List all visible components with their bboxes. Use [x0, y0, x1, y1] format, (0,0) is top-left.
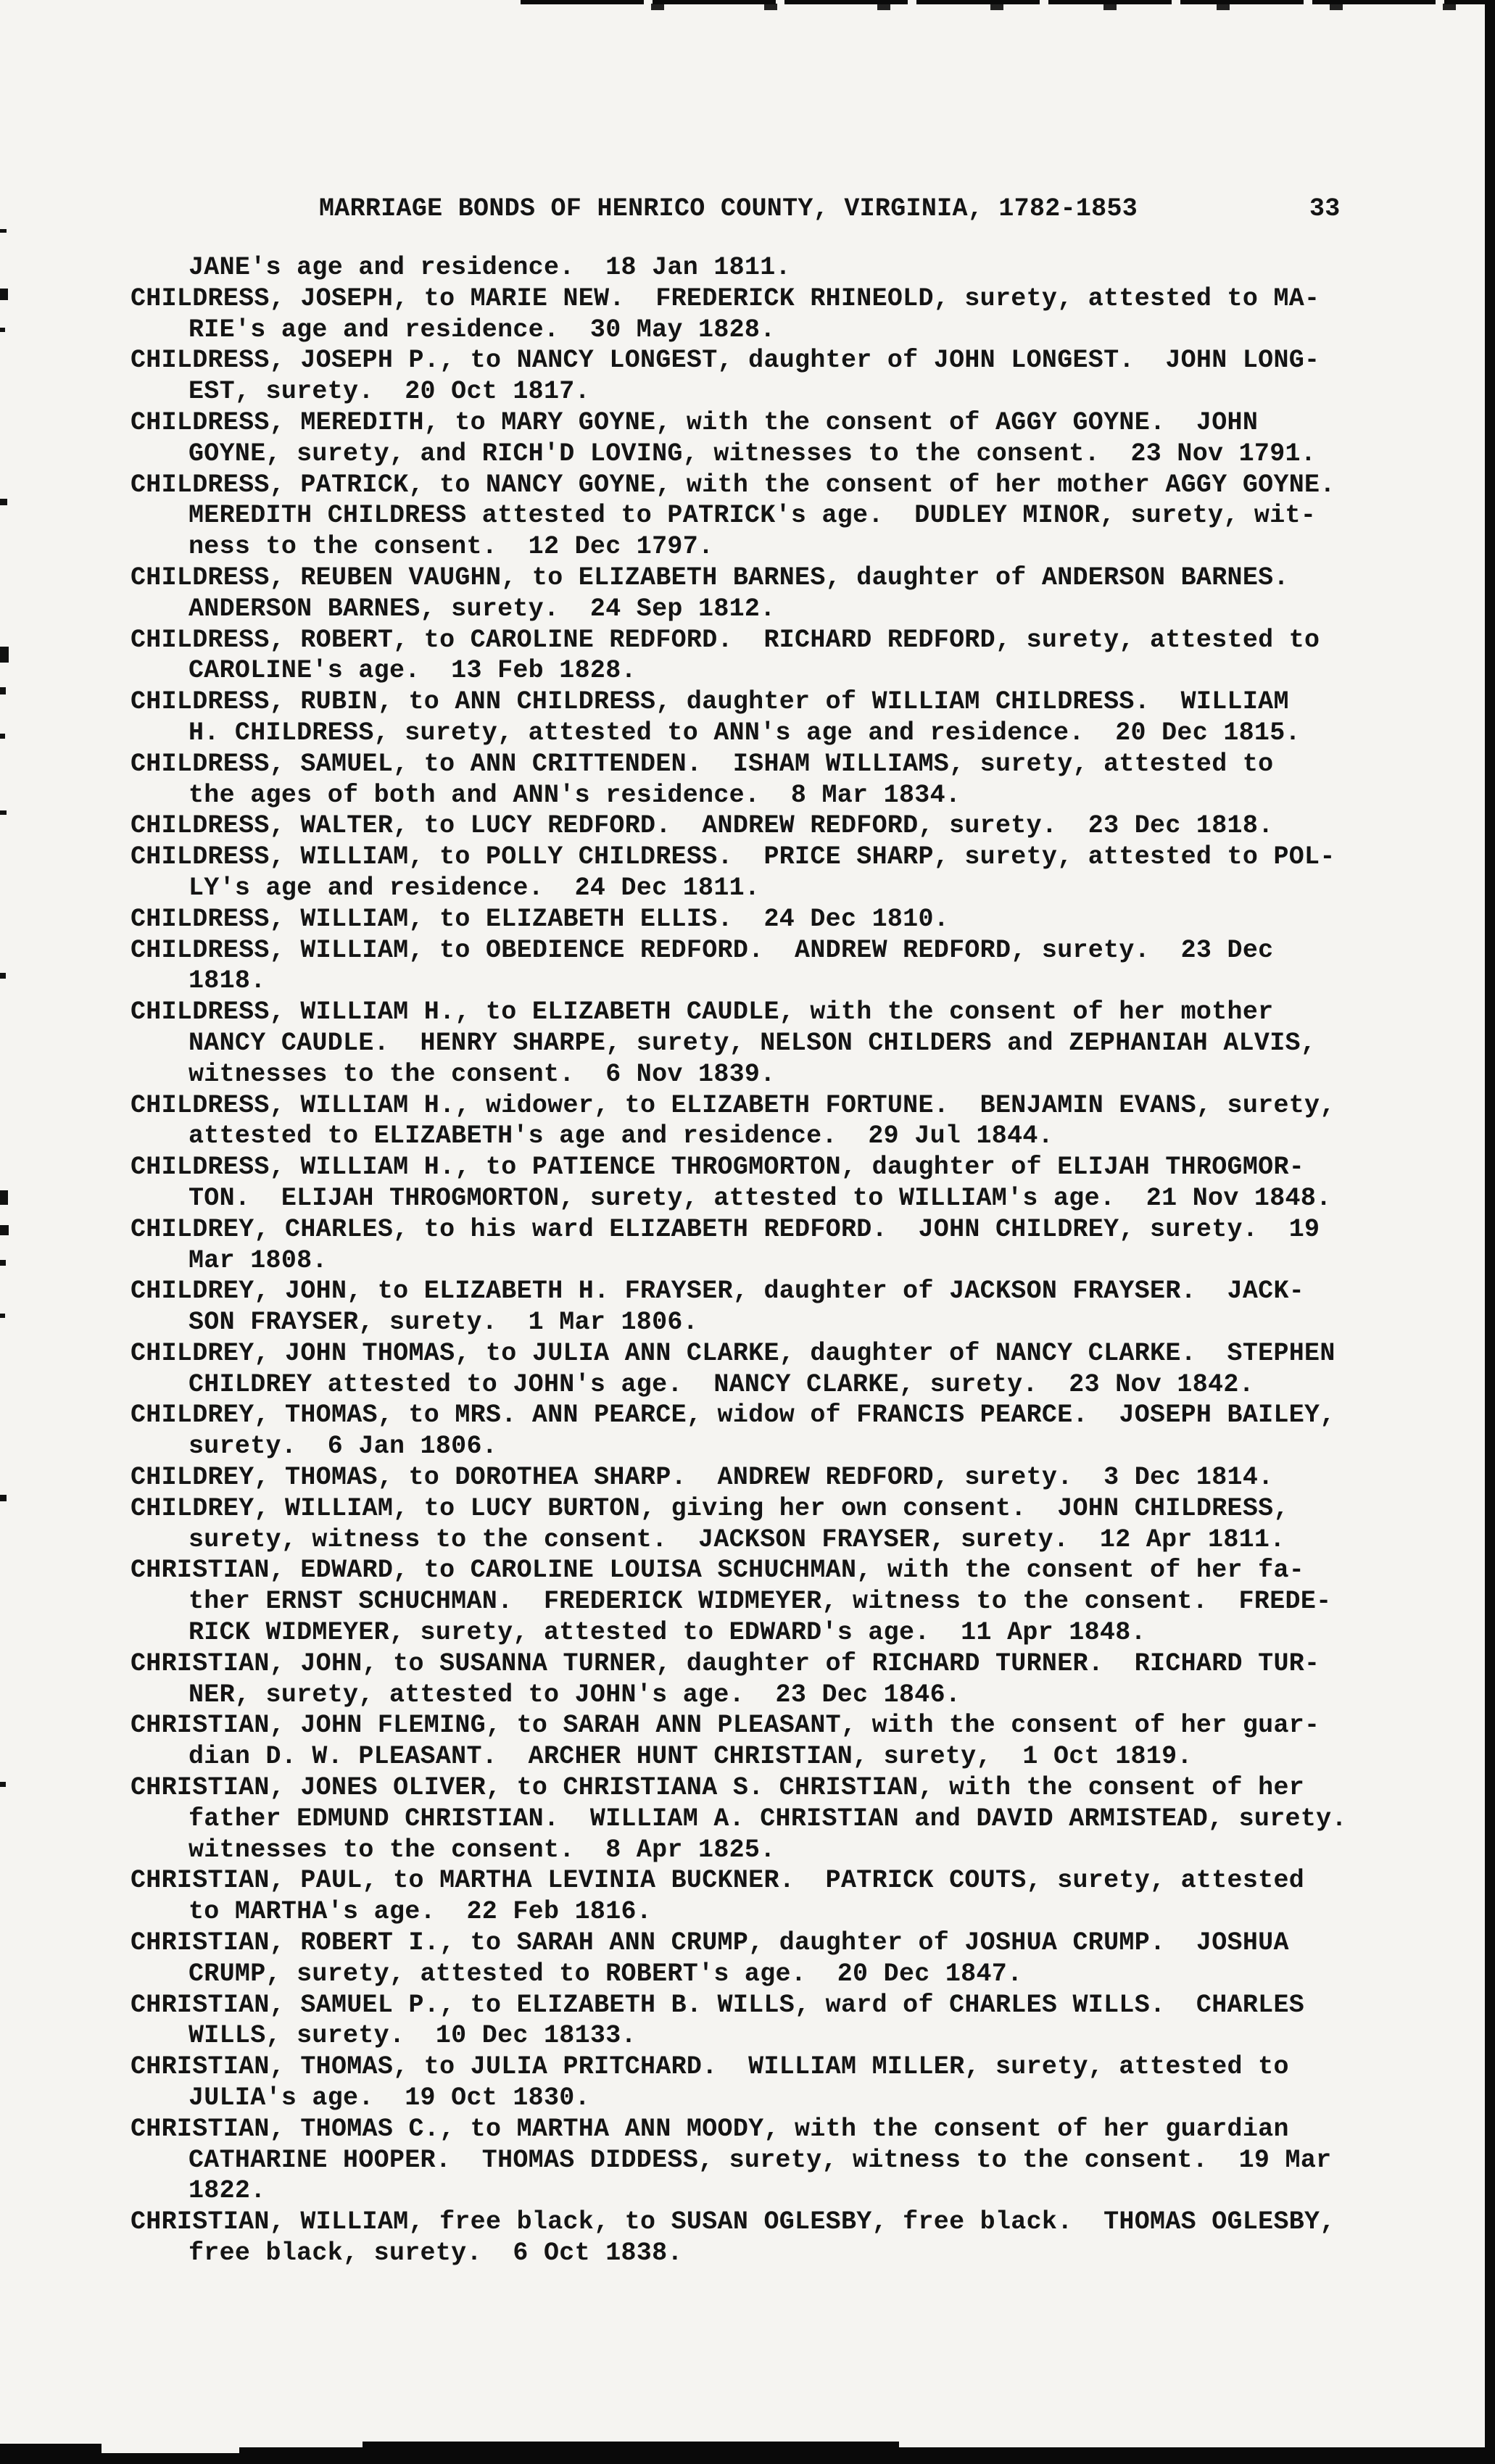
document-line: CHILDRESS, WILLIAM H., to ELIZABETH CAUDLE, with the consent of her mother: [131, 997, 1274, 1027]
scan-mark: [0, 1190, 8, 1205]
document-body: [131, 252, 1378, 2269]
document-line: CRUMP, surety, attested to ROBERT's age. 20 Dec 1847.: [189, 1959, 1023, 1988]
document-line: EST, surety. 20 Oct 1817.: [189, 377, 590, 407]
document-line: CHILDRESS, REUBEN VAUGHN, to ELIZABETH BARNES, daughter of ANDERSON BARNES.: [131, 563, 1289, 592]
document-line: GOYNE, surety, and RICH'D LOVING, witnesses to the consent. 23 Nov 1791.: [189, 439, 1317, 468]
document-line: father EDMUND CHRISTIAN. WILLIAM A. CHRISTIAN and DAVID ARMISTEAD, surety.: [189, 1804, 1347, 1833]
document-line: ness to the consent. 12 Dec 1797.: [189, 532, 714, 562]
document-line: CHRISTIAN, WILLIAM, free black, to SUSAN OGLESBY, free black. THOMAS OGLESBY,: [131, 2207, 1335, 2237]
document-line: CHILDRESS, JOSEPH, to MARIE NEW. FREDERICK RHINEOLD, surety, attested to MA-: [131, 283, 1320, 313]
document-line: CHILDREY, THOMAS, to MRS. ANN PEARCE, widow of FRANCIS PEARCE. JOSEPH BAILEY,: [131, 1401, 1335, 1430]
document-line: CHILDRESS, JOSEPH P., to NANCY LONGEST, daughter of JOHN LONGEST. JOHN LONG-: [131, 346, 1320, 376]
scan-mark: [0, 1225, 9, 1235]
document-line: CHRISTIAN, THOMAS C., to MARTHA ANN MOODY, with the consent of her guardian: [131, 2114, 1289, 2144]
document-line: CHRISTIAN, JOHN, to SUSANNA TURNER, daughter of RICHARD TURNER. RICHARD TUR-: [131, 1648, 1320, 1678]
document-line: CHRISTIAN, JOHN FLEMING, to SARAH ANN PLEASANT, with the consent of her guar-: [131, 1711, 1320, 1741]
document-line: CHILDREY, THOMAS, to DOROTHEA SHARP. ANDREW REDFORD, surety. 3 Dec 1814.: [131, 1463, 1274, 1493]
scan-mark: [0, 973, 6, 979]
document-line: RICK WIDMEYER, surety, attested to EDWARD's age. 11 Apr 1848.: [189, 1618, 1146, 1648]
scan-mark: [0, 810, 7, 815]
document-line: dian D. W. PLEASANT. ARCHER HUNT CHRISTIAN, surety, 1 Oct 1819.: [189, 1742, 1193, 1772]
document-line: CHRISTIAN, ROBERT I., to SARAH ANN CRUMP, daughter of JOSHUA CRUMP. JOSHUA: [131, 1928, 1289, 1958]
document-line: CHILDREY, CHARLES, to his ward ELIZABETH REDFORD. JOHN CHILDREY, surety. 19: [131, 1214, 1320, 1244]
document-line: attested to ELIZABETH's age and residence. 29 Jul 1844.: [189, 1121, 1053, 1151]
document-line: to MARTHA's age. 22 Feb 1816.: [189, 1897, 653, 1927]
document-line: CHILDRESS, WALTER, to LUCY REDFORD. ANDREW REDFORD, surety. 23 Dec 1818.: [131, 811, 1274, 841]
document-line: CHILDRESS, MEREDITH, to MARY GOYNE, with the consent of AGGY GOYNE. JOHN: [131, 407, 1259, 437]
scan-mark: [0, 687, 6, 694]
document-line: CHILDRESS, RUBIN, to ANN CHILDRESS, daughter of WILLIAM CHILDRESS. WILLIAM: [131, 687, 1289, 717]
document-line: NER, surety, attested to JOHN's age. 23 Dec 1846.: [189, 1680, 961, 1709]
document-line: the ages of both and ANN's residence. 8 Mar 1834.: [189, 780, 961, 810]
document-line: CHRISTIAN, SAMUEL P., to ELIZABETH B. WILLS, ward of CHARLES WILLS. CHARLES: [131, 1990, 1305, 2020]
document-line: CHILDREY, JOHN, to ELIZABETH H. FRAYSER, daughter of JACKSON FRAYSER. JACK-: [131, 1277, 1305, 1306]
document-line: ANDERSON BARNES, surety. 24 Sep 1812.: [189, 594, 776, 623]
document-line: CHRISTIAN, EDWARD, to CAROLINE LOUISA SCHUCHMAN, with the consent of her fa-: [131, 1556, 1305, 1585]
document-line: CHILDREY attested to JOHN's age. NANCY CLARKE, surety. 23 Nov 1842.: [189, 1369, 1254, 1399]
document-line: JULIA's age. 19 Oct 1830.: [189, 2083, 590, 2113]
document-line: CHILDRESS, WILLIAM H., to PATIENCE THROGMORTON, daughter of ELIJAH THROGMOR-: [131, 1153, 1305, 1182]
page-number: 33: [1309, 194, 1341, 223]
scan-mark: [0, 328, 5, 332]
scan-mark: [0, 647, 9, 663]
document-line: CHILDRESS, ROBERT, to CAROLINE REDFORD. RICHARD REDFORD, surety, attested to: [131, 625, 1320, 655]
document-line: SON FRAYSER, surety. 1 Mar 1806.: [189, 1308, 699, 1337]
scan-mark: [0, 1495, 7, 1501]
scan-mark: [0, 1314, 5, 1318]
document-line: CHRISTIAN, PAUL, to MARTHA LEVINIA BUCKNER. PATRICK COUTS, surety, attested: [131, 1866, 1305, 1896]
document-line: CHILDRESS, WILLIAM, to ELIZABETH ELLIS. 24 Dec 1810.: [131, 904, 950, 934]
document-line: 1818.: [189, 966, 266, 996]
document-line: ther ERNST SCHUCHMAN. FREDERICK WIDMEYER, witness to the consent. FREDE-: [189, 1587, 1332, 1617]
scan-mark: [0, 734, 5, 739]
document-line: LY's age and residence. 24 Dec 1811.: [189, 873, 761, 903]
document-line: CHILDRESS, WILLIAM, to POLLY CHILDRESS. PRICE SHARP, surety, attested to POL-: [131, 842, 1335, 872]
document-line: CHILDREY, WILLIAM, to LUCY BURTON, giving her own consent. JOHN CHILDRESS,: [131, 1493, 1289, 1523]
document-line: witnesses to the consent. 8 Apr 1825.: [189, 1835, 776, 1864]
document-line: CHRISTIAN, JONES OLIVER, to CHRISTIANA S. CHRISTIAN, with the consent of her: [131, 1773, 1305, 1803]
page-header: [0, 194, 1495, 226]
document-line: CHILDRESS, SAMUEL, to ANN CRITTENDEN. ISHAM WILLIAMS, surety, attested to: [131, 749, 1274, 779]
scan-mark: [0, 289, 8, 300]
scan-mark: [0, 229, 7, 233]
document-line: CATHARINE HOOPER. THOMAS DIDDESS, surety, witness to the consent. 19 Mar: [189, 2145, 1332, 2175]
document-line: NANCY CAUDLE. HENRY SHARPE, surety, NELSON CHILDERS and ZEPHANIAH ALVIS,: [189, 1028, 1317, 1058]
scan-mark: [0, 1782, 6, 1787]
scan-edge-right: [1485, 0, 1495, 2464]
document-line: JANE's age and residence. 18 Jan 1811.: [189, 253, 791, 282]
document-line: CHRISTIAN, THOMAS, to JULIA PRITCHARD. WILLIAM MILLER, surety, attested to: [131, 2052, 1289, 2082]
scan-edge-top-ticks: [551, 4, 1495, 10]
document-line: MEREDITH CHILDRESS attested to PATRICK's age. DUDLEY MINOR, surety, wit-: [189, 501, 1317, 531]
document-line: witnesses to the consent. 6 Nov 1839.: [189, 1059, 776, 1089]
document-line: surety. 6 Jan 1806.: [189, 1432, 498, 1461]
document-line: Mar 1808.: [189, 1245, 328, 1275]
scan-edge-bottom-notch: [102, 2447, 239, 2453]
document-title: MARRIAGE BONDS OF HENRICO COUNTY, VIRGINIA, 1782-1853: [319, 194, 1138, 223]
document-line: H. CHILDRESS, surety, attested to ANN's age and residence. 20 Dec 1815.: [189, 718, 1301, 747]
document-line: CHILDRESS, WILLIAM H., widower, to ELIZABETH FORTUNE. BENJAMIN EVANS, surety,: [131, 1090, 1335, 1120]
document-line: CHILDREY, JOHN THOMAS, to JULIA ANN CLARKE, daughter of NANCY CLARKE. STEPHEN: [131, 1338, 1335, 1368]
scan-edge-bottom-step: [363, 2442, 899, 2450]
scan-edge-bottom-step: [0, 2444, 102, 2451]
document-line: surety, witness to the consent. JACKSON FRAYSER, surety. 12 Apr 1811.: [189, 1525, 1285, 1554]
document-line: 1822.: [189, 2176, 266, 2206]
document-line: RIE's age and residence. 30 May 1828.: [189, 315, 776, 344]
document-line: WILLS, surety. 10 Dec 18133.: [189, 2021, 637, 2051]
document-line: CHILDRESS, WILLIAM, to OBEDIENCE REDFORD. ANDREW REDFORD, surety. 23 Dec: [131, 935, 1274, 965]
document-line: CHILDRESS, PATRICK, to NANCY GOYNE, with the consent of her mother AGGY GOYNE.: [131, 470, 1335, 499]
scan-mark: [0, 1260, 6, 1266]
document-line: CAROLINE's age. 13 Feb 1828.: [189, 656, 637, 686]
document-line: free black, surety. 6 Oct 1838.: [189, 2239, 683, 2268]
scan-mark: [0, 499, 7, 505]
document-line: TON. ELIJAH THROGMORTON, surety, attested to WILLIAM's age. 21 Nov 1848.: [189, 1183, 1332, 1213]
